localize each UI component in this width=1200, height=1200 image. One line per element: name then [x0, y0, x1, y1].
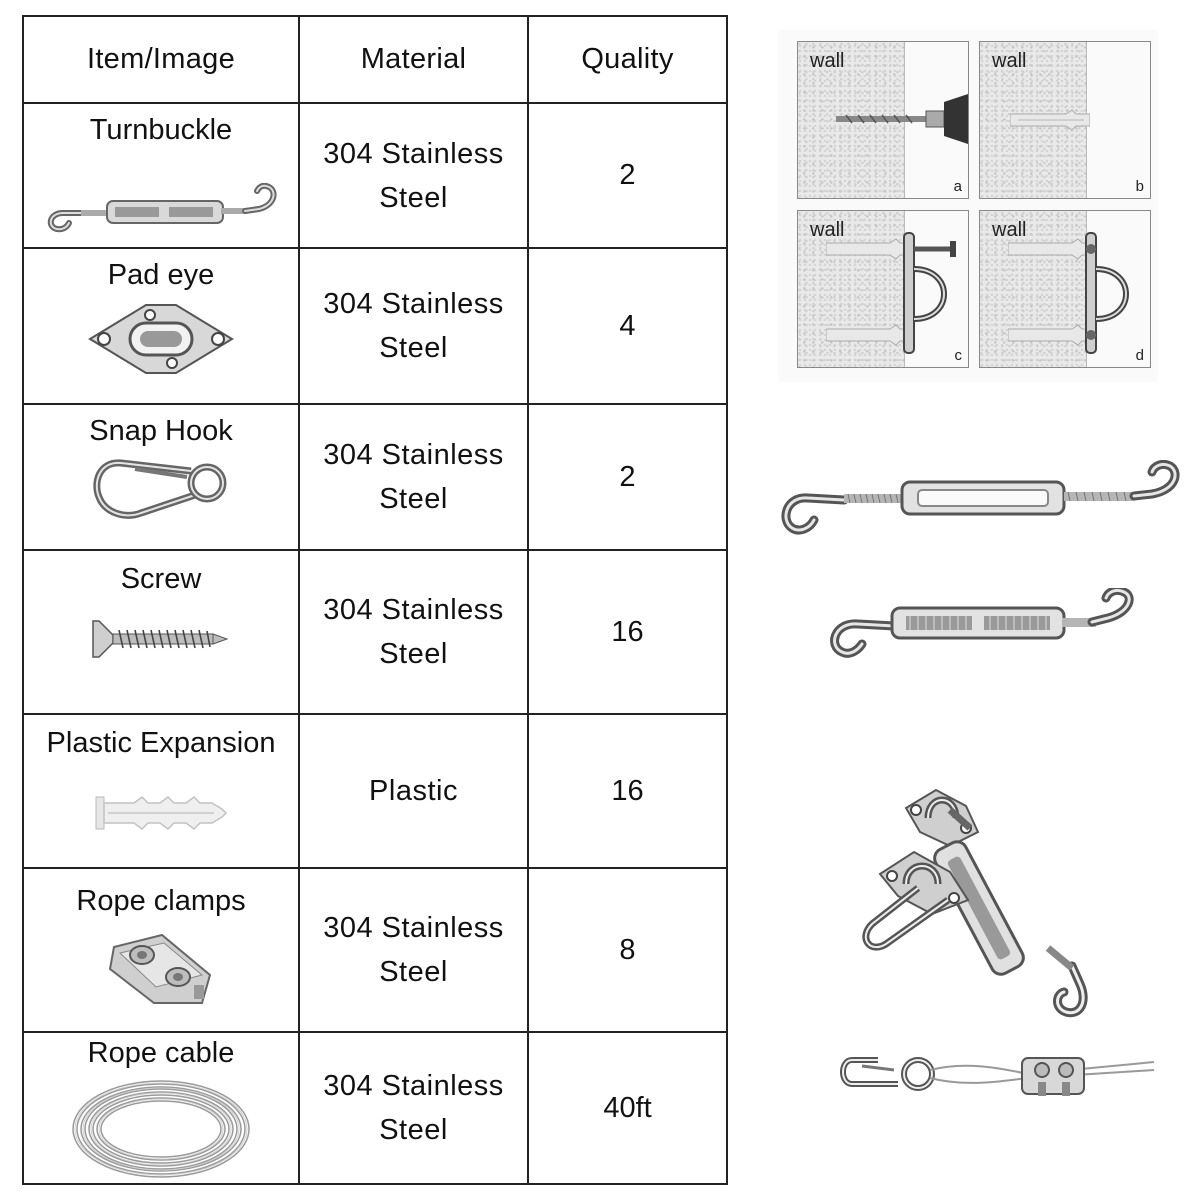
table-row — [23, 550, 727, 714]
rope-clamp-icon — [106, 925, 216, 1009]
turnbuckle-icon — [41, 183, 281, 235]
turnbuckle-compact-photo — [824, 588, 1136, 658]
material-cell — [299, 248, 528, 404]
quality-cell: 16 — [528, 550, 727, 714]
material-line2: Steel — [379, 181, 448, 214]
material-cell — [299, 1032, 528, 1184]
quality-cell: 40ft — [528, 1032, 727, 1184]
item-cell — [23, 550, 299, 714]
wire-coil-icon — [66, 1071, 256, 1183]
material-line1: 304 Stainless — [323, 439, 504, 471]
pad-eye-icon — [86, 301, 236, 377]
material-line1: Plastic — [369, 775, 458, 807]
item-name: Snap Hook — [89, 415, 233, 447]
header-quality: Quality — [528, 16, 727, 103]
item-name: Screw — [120, 563, 202, 595]
item-cell — [23, 1032, 299, 1184]
table-header-row — [23, 16, 727, 103]
screw-icon — [91, 619, 231, 659]
quality-cell: 2 — [528, 103, 727, 248]
turnbuckle-photo — [778, 460, 1184, 538]
item-name: Rope clamps — [76, 885, 246, 917]
step-letter: d — [1135, 347, 1144, 364]
install-step-d — [979, 210, 1151, 368]
wall-label: wall — [810, 219, 845, 241]
item-name: Plastic Expansion — [46, 727, 276, 759]
material-line1: 304 Stainless — [323, 594, 504, 626]
item-name: Pad eye — [107, 259, 215, 291]
item-cell — [23, 404, 299, 550]
material-line1: 304 Stainless — [323, 1070, 504, 1102]
wall-label: wall — [992, 50, 1027, 72]
snap-hook-icon — [91, 457, 231, 523]
item-cell — [23, 868, 299, 1032]
material-line1: 304 Stainless — [323, 288, 504, 320]
step-letter: b — [1135, 178, 1144, 195]
wall-label: wall — [992, 219, 1027, 241]
quality-cell: 8 — [528, 868, 727, 1032]
header-item-image: Item/Image — [23, 16, 299, 103]
item-cell — [23, 714, 299, 868]
quality-cell: 16 — [528, 714, 727, 868]
material-cell — [299, 868, 528, 1032]
cable-assembly-photo — [838, 1044, 1156, 1114]
installation-steps — [778, 30, 1158, 382]
header-material: Material — [299, 16, 528, 103]
material-line2: Steel — [379, 332, 448, 364]
item-name: Turnbuckle — [89, 114, 233, 146]
material-line1: 304 Stainless — [323, 137, 504, 170]
table-row — [23, 248, 727, 404]
material-line1: 304 Stainless — [323, 912, 504, 944]
parts-table — [22, 15, 728, 1185]
install-step-a — [797, 41, 969, 199]
step-letter: c — [954, 347, 962, 364]
drill-icon — [836, 94, 968, 144]
wall-label: wall — [810, 50, 845, 72]
quality-cell: 2 — [528, 404, 727, 550]
material-cell — [299, 103, 528, 248]
assembled-kit-photo — [858, 788, 1138, 1020]
table-row — [23, 868, 727, 1032]
material-line2: Steel — [379, 483, 448, 515]
plastic-anchor-icon — [94, 793, 228, 833]
plastic-anchor-icon — [1010, 108, 1090, 132]
step-letter: a — [953, 178, 962, 195]
material-cell — [299, 550, 528, 714]
table-row — [23, 1032, 727, 1184]
material-line2: Steel — [379, 956, 448, 988]
material-line2: Steel — [379, 638, 448, 670]
item-cell — [23, 248, 299, 404]
pad-eye-mount-icon — [1008, 229, 1148, 359]
table-row — [23, 103, 727, 248]
material-cell — [299, 404, 528, 550]
table-row — [23, 714, 727, 868]
install-step-b — [979, 41, 1151, 199]
item-name: Rope cable — [87, 1037, 235, 1069]
material-cell — [299, 714, 528, 868]
quality-cell: 4 — [528, 248, 727, 404]
pad-eye-mount-icon — [826, 229, 966, 359]
item-cell — [23, 103, 299, 248]
table-row — [23, 404, 727, 550]
material-line2: Steel — [379, 1114, 448, 1146]
install-step-c — [797, 210, 969, 368]
